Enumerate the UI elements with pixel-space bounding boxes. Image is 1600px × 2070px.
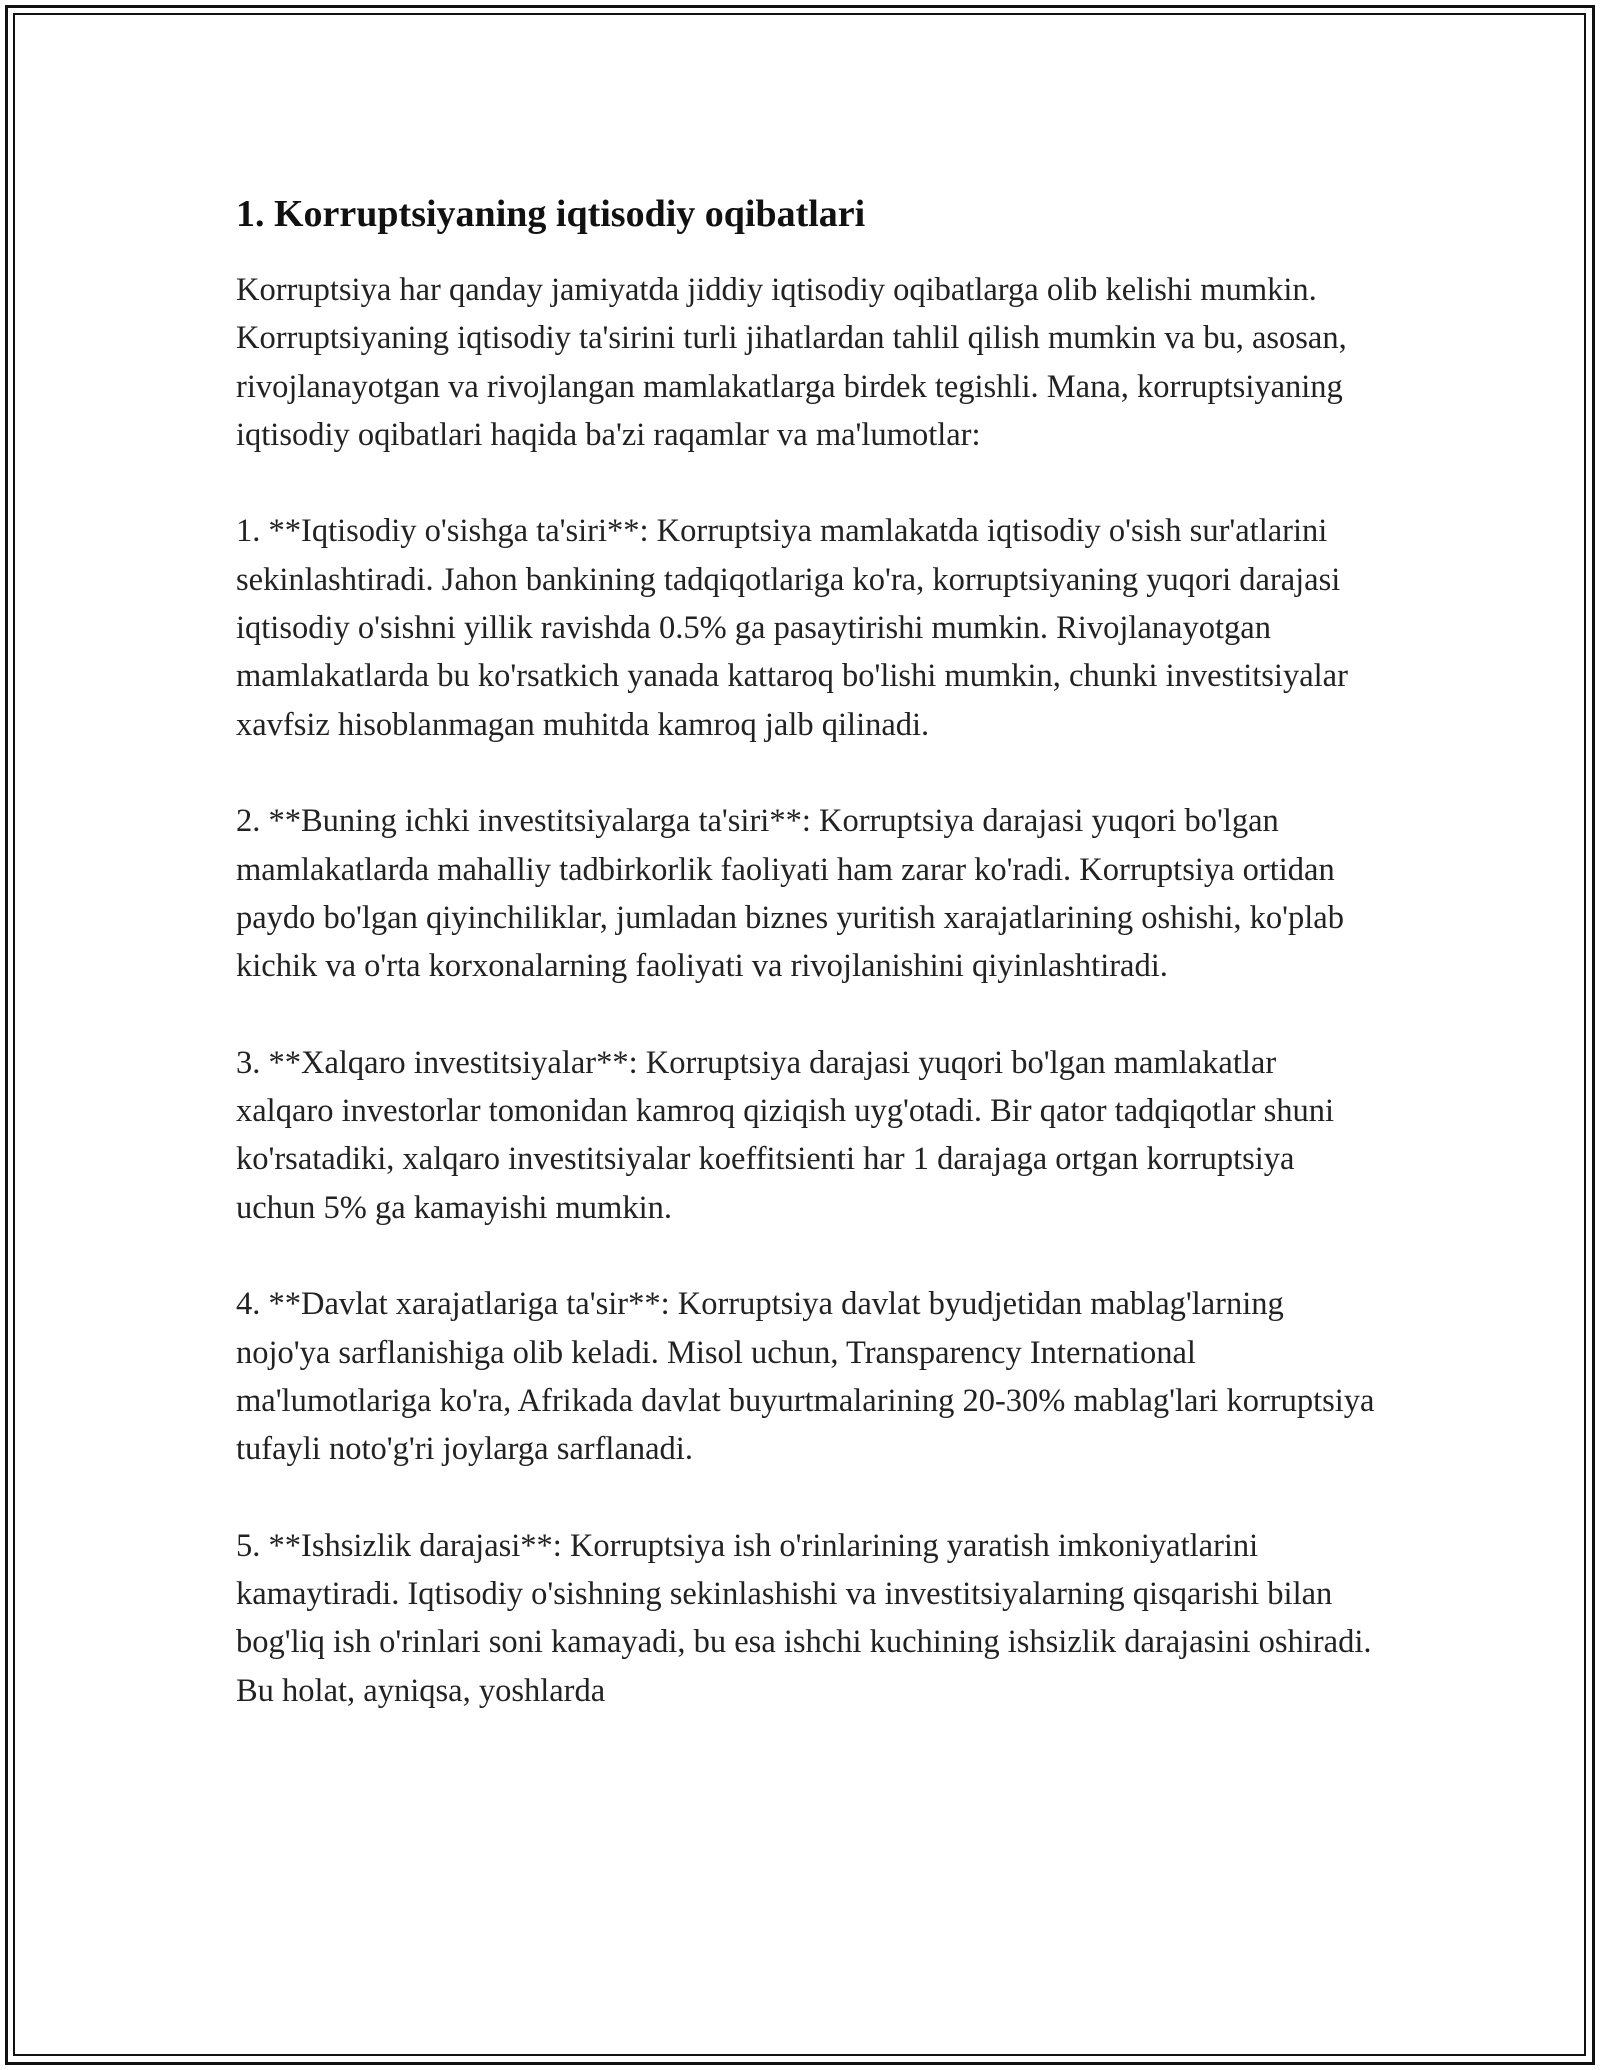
paragraph-international-investment: 3. **Xalqaro investitsiyalar**: Korruptsiya darajasi yuqori bo'lgan mamlakatlar xalqaro investorlar tomonidan kamroq qiziqish uyg'otadi. Bir qator tadqiqotlar shuni ko'rsatadiki, xalqaro investitsiyalar koeffitsienti har 1 darajaga ortgan korruptsiya uchun 5% ga kamayishi mumkin.	[236, 1044, 1335, 1226]
document-title: 1. Korruptsiyaning iqtisodiy oqibatlari	[236, 193, 866, 235]
paragraph-economic-growth: 1. **Iqtisodiy o'sishga ta'siri**: Korruptsiya mamlakatda iqtisodiy o'sish sur'atlarini sekinlashtiradi. Jahon bankining tadqiqotlariga ko'ra, korruptsiyaning yuqori darajasi iqtisodiy o'sishni yillik ravishda 0.5% ga pasaytirishi mumkin. Rivojlanayotgan mamlakatlarda bu ko'rsatkich yanada kattaroq bo'lishi mumkin, chunki investitsiyalar xavfsiz hisoblanmagan muhitda kamroq jalb qilinadi.	[236, 513, 1348, 743]
document-body	[236, 188, 1376, 1763]
paragraph-unemployment: 5. **Ishsizlik darajasi**: Korruptsiya ish o'rinlarining yaratish imkoniyatlarini kamaytiradi. Iqtisodiy o'sishning sekinlashishi va investitsiyalarning qisqarishi bilan bog'liq ish o'rinlari soni kamayadi, bu esa ishchi kuchining ishsizlik darajasini oshiradi. Bu holat, ayniqsa, yoshlarda	[236, 1527, 1372, 1709]
paragraph-intro: Korruptsiya har qanday jamiyatda jiddiy iqtisodiy oqibatlarga olib kelishi mumkin. Korruptsiyaning iqtisodiy ta'sirini turli jihatlardan tahlil qilish mumkin va bu, asosan, rivojlanayotgan va rivojlangan mamlakatlarga birdek tegishli. Mana, korruptsiyaning iqtisodiy oqibatlari haqida ba'zi raqamlar va ma'lumotlar:	[236, 272, 1347, 453]
paragraph-domestic-investment: 2. **Buning ichki investitsiyalarga ta'siri**: Korruptsiya darajasi yuqori bo'lgan mamlakatlarda mahalliy tadbirkorlik faoliyati ham zarar ko'radi. Korruptsiya ortidan paydo bo'lgan qiyinchiliklar, jumladan biznes yuritish xarajatlarining oshishi, ko'plab kichik va o'rta korxonalarning faoliyati va rivojlanishini qiyinlashtiradi.	[236, 803, 1344, 985]
paragraph-government-spending: 4. **Davlat xarajatlariga ta'sir**: Korruptsiya davlat byudjetidan mablag'larning nojo'ya sarflanishiga olib keladi. Misol uchun, Transparency International ma'lumotlariga ko'ra, Afrikada davlat buyurtmalarining 20-30% mablag'lari korruptsiya tufayli noto'g'ri joylarga sarflanadi.	[236, 1286, 1375, 1468]
